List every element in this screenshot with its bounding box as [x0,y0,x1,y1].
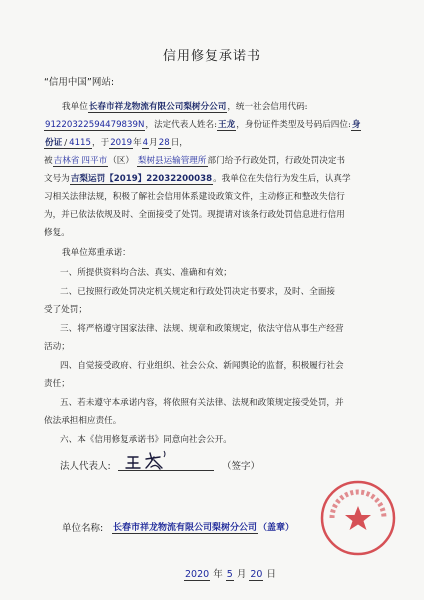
penalty-year-field: 2019 [110,138,133,148]
pledge-item-5-cont: 依法承担相应责任。 [44,416,122,426]
unit-name-field: 长春市祥龙物流有限公司梨树分公司（盖章） [113,523,295,533]
company-seal-stamp [318,478,398,558]
legal-rep-label: 法人代表人: [60,461,111,472]
id-type-field-cont: 份证 [45,138,63,148]
signature-note: （签字） [222,461,261,472]
sign-date: 2020 年 5 月 20 日 [185,569,277,580]
pledge-intro: 我单位郑重承诺： [62,248,131,258]
para-line-8: 修复。 [44,228,70,238]
credit-code-field: 91220322594479839N [45,120,145,130]
addressee: “信用中国”网站: [44,77,115,88]
para-line-2: 91220322594479839N，法定代表人姓名:王龙，身份证件类型及号码后四位:身 [45,120,361,130]
sign-month-field: 5 [226,569,233,580]
para-line-1: 我单位长春市祥龙物流有限公司梨树分公司，统一社会信用代码: [62,102,308,112]
company-name-field: 长春市祥龙物流有限公司梨树分公司 [88,102,227,112]
seal-note: （盖章） [258,523,295,533]
sign-day-field: 20 [250,569,263,580]
legal-rep-field: 王龙 [218,120,236,130]
pledge-item-2-cont: 受了处罚； [44,305,87,315]
pledge-item-4: 四、自觉接受政府、行业组织、社会公众、新闻舆论的监督，积极履行社会 [60,361,344,371]
para-line-7: 为，并已依法依规及时、全面接受了处罚。现提请对该条行政处罚信息进行信用 [44,210,345,220]
id-type-field: 身 [351,120,361,130]
handwritten-signature [124,448,194,472]
pledge-item-3-cont: 活动； [44,342,70,352]
pledge-item-3: 三、将严格遵守国家法律、法规、规章和政策规定，依法守信从事生产经营 [60,324,344,334]
para-line-5: 文号为吉梨运罚【2019】22032200038。我单位在失信行为发生后，认真学 [44,174,351,184]
penalty-day-field: 28 [158,138,170,148]
pledge-item-2: 二、已按照行政处罚决定机关规定和行政处罚决定书要求，及时、全面接 [60,287,336,297]
para-line-6: 习相关法律法规，积极了解社会信用体系建设政策文件，主动修正和整改失信行 [44,192,345,202]
penalty-month-field: 4 [142,138,149,148]
document-title: 信用修复承诺书 [162,49,261,64]
pledge-item-4-cont: 责任； [44,379,70,389]
para-line-4: 被吉林省 四平市（区） 梨树县运输管理所部门给予行政处罚，行政处罚决定书 [44,156,346,166]
para-line-3: 份证 / 4115，于2019年4月28日， [45,138,188,148]
pledge-item-5: 五、若未遵守本承诺内容，将依照有关法律、法规和政策规定接受处罚，并 [60,398,344,408]
department-field: 梨树县运输管理所 [137,156,207,166]
id-last4-field: 4115 [69,138,91,148]
pledge-item-1: 一、所提供资料均合法、真实、准确和有效； [60,268,232,278]
province-field: 吉林省 [53,156,80,166]
pledge-item-6: 六、本《信用修复承诺书》同意向社会公开。 [60,435,232,445]
city-field: 四平市 [81,156,108,166]
sign-year-field: 2020 [185,569,210,580]
unit-label: 单位名称: [62,523,104,534]
decision-number-field: 吉梨运罚【2019】22032200038 [70,174,213,184]
